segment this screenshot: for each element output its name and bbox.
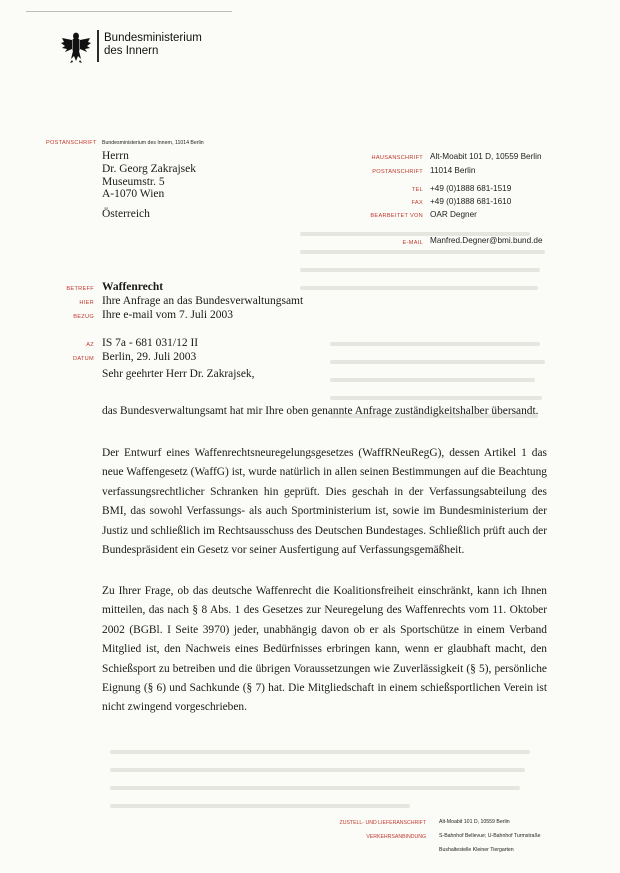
paragraph <box>102 444 547 560</box>
subject: Waffenrecht <box>102 281 164 293</box>
ministry-name <box>104 32 202 58</box>
footer-value: Alt-Moabit 101 D, 10559 Berlin <box>439 819 510 825</box>
contact-value: +49 (0)1888 681-1519 <box>430 184 512 193</box>
contact-value: Alt-Moabit 101 D, 10559 Berlin <box>430 152 542 161</box>
recipient-line: Dr. Georg Zakrajsek <box>102 162 196 175</box>
contact-label: E-MAIL <box>402 240 423 246</box>
paragraph-text: das Bundesverwaltungsamt hat mir Ihre oben genannte Anfrage zuständigkeitshalber übersandt. <box>102 405 539 417</box>
salutation-text: Sehr geehrter Herr Dr. Zakrajsek, <box>102 368 255 380</box>
file-number: IS 7a - 681 031/12 II <box>102 337 199 349</box>
top-rule <box>26 11 232 12</box>
postanschrift-label: POSTANSCHRIFT <box>46 140 97 146</box>
contact-value: Manfred.Degner@bmi.bund.de <box>430 236 543 245</box>
betreff-label: BETREFF <box>66 286 94 292</box>
logo-divider <box>97 30 99 62</box>
letter-date: Berlin, 29. Juli 2003 <box>102 351 197 363</box>
recipient-line: Museumstr. 5 <box>102 175 165 188</box>
footer-value: S-Bahnhof Bellevue; U-Bahnhof Turmstraße <box>439 833 541 839</box>
recipient-country: Österreich <box>102 208 150 221</box>
paragraph-text: Der Entwurf eines Waffenrechtsneuregelungsgesetzes (WaffRNeuRegG), dessen Artikel 1 das neue Waffengesetz (WaffG) ist, wurde natürlich in allen seinen Bestimmungen auf die Beachtung verfassungsrechtlicher Schranken hin geprüft. Dies geschah in der Verfassungsabteilung des BMI, das sowohl Verfassungs- als auch Sportministerium ist, sowie im Bundesministerium der Justiz und schließlich im Rechtsausschuss des Deutschen Bundestages. Schließlich prüft auch der Bundespräsident ein Gesetz vor seiner Ausfertigung auf Verfassungsgemäßheit. <box>102 447 547 557</box>
contact-label: FAX <box>411 200 423 206</box>
sender-return-address: Bundesministerium des Innern, 11014 Berlin <box>102 140 204 146</box>
paragraph <box>102 402 547 421</box>
contact-value: OAR Degner <box>430 210 477 219</box>
contact-value: 11014 Berlin <box>430 166 476 175</box>
subject-detail: Ihre Anfrage an das Bundesverwaltungsamt <box>102 295 304 307</box>
footer-label: ZUSTELL- UND LIEFERANSCHRIFT <box>339 820 426 826</box>
az-label: AZ <box>86 342 94 348</box>
contact-label: BEARBEITET VON <box>370 213 423 219</box>
bezug-label: BEZUG <box>73 314 94 320</box>
contact-value: +49 (0)1888 681-1610 <box>430 197 512 206</box>
datum-label: DATUM <box>73 356 94 362</box>
recipient-address <box>102 150 196 221</box>
recipient-line: A-1070 Wien <box>102 188 165 201</box>
footer-value: Bushaltestelle Kleiner Tiergarten <box>439 847 514 853</box>
salutation <box>102 365 547 384</box>
ministry-name-line2: des Innern <box>104 45 159 57</box>
ministry-name-line1: Bundesministerium <box>104 32 202 44</box>
hier-label: HIER <box>79 300 94 306</box>
footer-label: VERKEHRSANBINDUNG <box>366 834 426 840</box>
reference-line: Ihre e-mail vom 7. Juli 2003 <box>102 309 233 321</box>
paragraph-text: Zu Ihrer Frage, ob das deutsche Waffenrecht die Koalitionsfreiheit einschränkt, kann ich Ihnen mitteilen, das nach § 8 Abs. 1 des Gesetzes zur Neuregelung des Waffenrechts vom 11. Oktober 2002 (BGBl. I Seite 3970) jeder, unabhängig davon ob er als Sportschütze in einem Verband Mitglied ist, den Nachweis eines Bedürfnisses erbringen kann, wenn er glaubhaft macht, den Schießsport zu betreiben und die übrigen Voraussetzungen wie Zuverlässigkeit (§ 5), persönliche Eignung (§ 6) und Sachkunde (§ 7) hat. Die Mitgliedschaft in einem schießsportlichen Verein ist nicht zwingend vorgeschrieben. <box>102 585 547 714</box>
recipient-line: Herrn <box>102 150 129 162</box>
paragraph <box>102 582 547 718</box>
contact-label: HAUSANSCHRIFT <box>371 155 423 161</box>
contact-label: TEL <box>411 187 423 193</box>
contact-label: POSTANSCHRIFT <box>372 169 423 175</box>
federal-eagle-icon <box>60 30 92 64</box>
